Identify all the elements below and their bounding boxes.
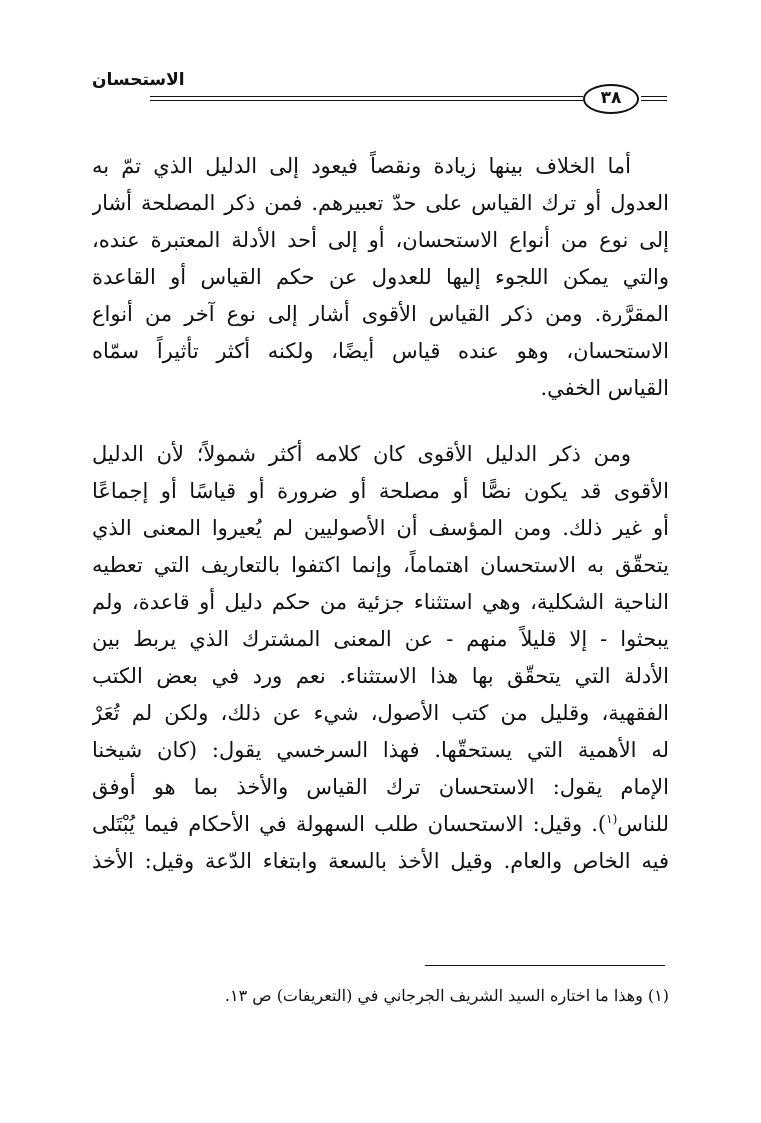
header-rule-tail-top [641,96,667,97]
header-rule-tail-bottom [641,100,667,101]
body-line-with-footnote [92,808,669,840]
body-line: المقرَّرة. ومن ذكر القياس الأقوى أشار إلى نوع آخر من أنواع [92,302,669,326]
footnote-separator [425,965,665,966]
footnote-reference[interactable]: (١ [606,812,618,826]
body-line: الاستحسان، وهو عنده قياس أيضًا، ولكنه أكثر تأثيراً سمّاه [92,339,669,363]
body-line: أو غير ذلك. ومن المؤسف أن الأصوليين لم يُعيروا المعنى الذي [92,516,669,540]
body-line: الإمام يقول: الاستحسان ترك القياس والأخذ بما هو أوفق [92,775,669,799]
body-line: الأدلة التي يتحقّق بها هذا الاستثناء. نعم ورد في بعض الكتب [92,664,669,688]
body-line: إلى نوع من أنواع الاستحسان، أو إلى أحد الأدلة المعتبرة عنده، [92,228,669,252]
body-line: أما الخلاف بينها زيادة ونقصاً فيعود إلى الدليل الذي تمّ به [92,154,631,178]
body-line: القياس الخفي. [540,376,669,400]
body-line: العدول أو ترك القياس على حدّ تعبيرهم. فمن ذكر المصلحة أشار [92,191,669,215]
header-rule-bottom [150,100,583,101]
body-text: للناس [617,812,669,836]
body-line: الفقهية، وقليل من كتب الأصول، شيء عن ذلك، ولكن لم تُعَرْ [92,701,669,725]
running-title: الاستحسان [92,70,185,90]
body-line: والتي يمكن اللجوء إليها للعدول عن حكم القياس أو القاعدة [92,265,669,289]
body-text: ). وقيل: الاستحسان طلب السهولة في الأحكام فيما يُبْتَلى [92,812,607,836]
body-line: ومن ذكر الدليل الأقوى كان كلامه أكثر شمولاً؛ لأن الدليل [92,442,631,466]
header-rule-top [150,96,583,97]
body-line: فيه الخاص والعام. وقيل الأخذ بالسعة وابتغاء الدّعة وقيل: الأخذ [92,849,669,873]
page-number-badge: ٣٨ [583,84,639,114]
body-line: يتحقّق به الاستحسان اهتماماً، وإنما اكتفوا بالتعاريف التي تعطيه [92,553,669,577]
body-line: له الأهمية التي يستحقّها. فهذا السرخسي يقول: (كان شيخنا [92,738,669,762]
body-line: الأقوى قد يكون نصًّا أو مصلحة أو ضرورة أو قياسًا أو إجماعًا [92,479,669,503]
body-line: يبحثوا - إلا قليلاً منهم - عن المعنى المشترك الذي يربط بين [92,627,669,651]
body-line: الناحية الشكلية، وهي استثناء جزئية من حكم دليل أو قاعدة، ولم [92,590,669,614]
footnote: (١) وهذا ما اختاره السيد الشريف الجرجاني في (التعريفات) ص ١٣. [224,986,669,1005]
